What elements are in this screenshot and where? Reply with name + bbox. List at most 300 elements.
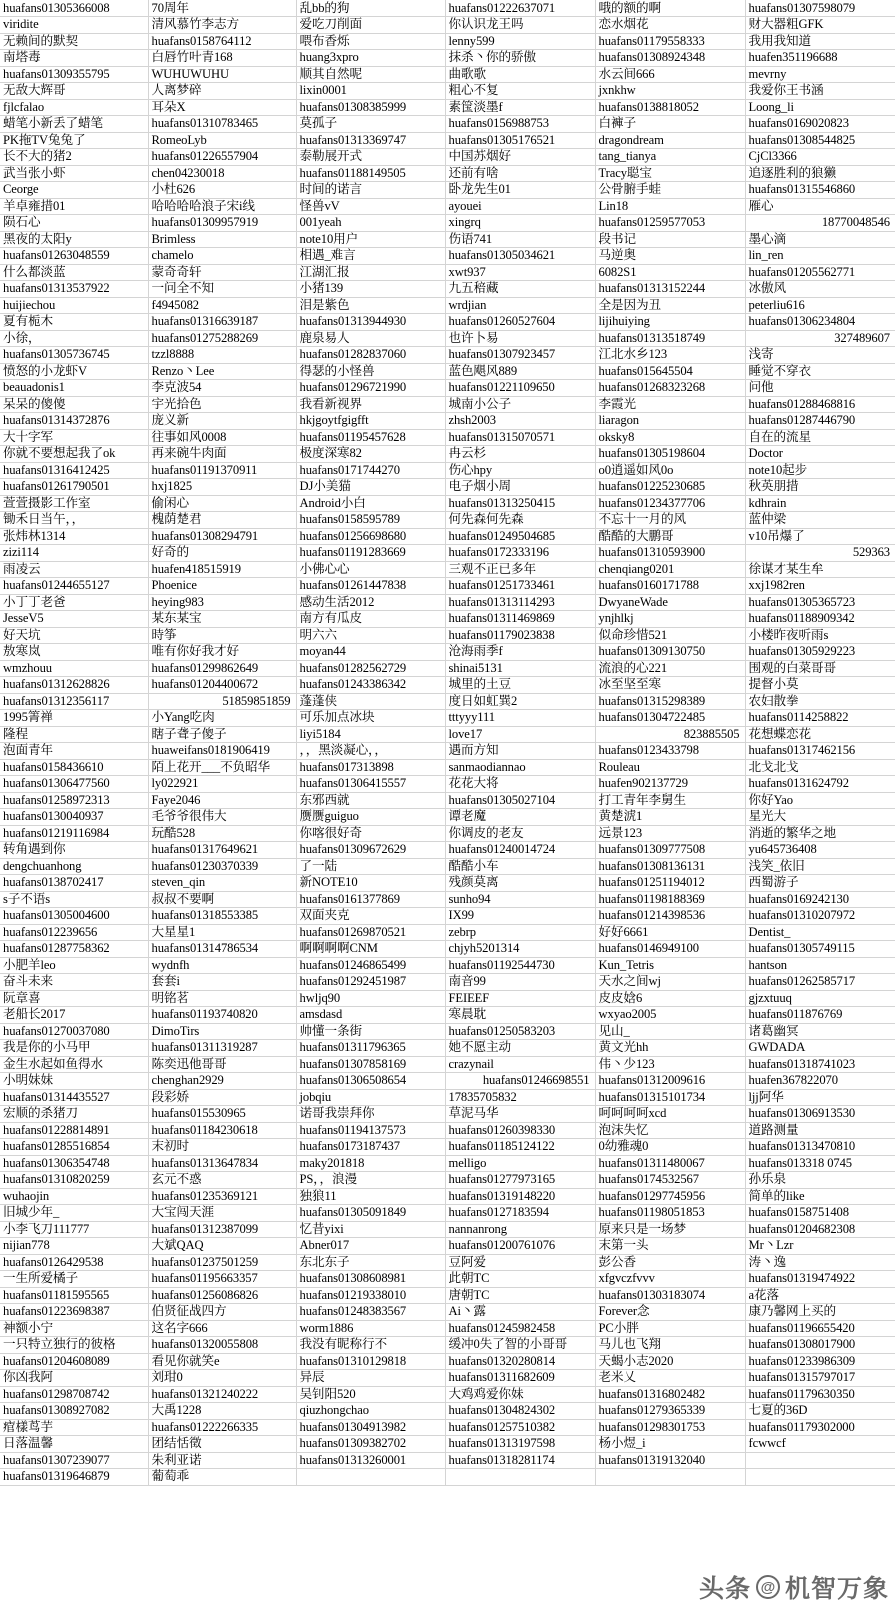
table-cell[interactable]: 秋英朋措 [745,479,895,496]
table-row[interactable] [0,479,895,496]
table-cell[interactable]: huafans01259577053 [595,215,745,232]
table-cell[interactable]: huafans01196655420 [745,1320,895,1337]
table-row[interactable] [0,198,895,215]
table-row[interactable] [0,215,895,232]
table-cell[interactable]: fjlcfalao [0,99,148,116]
table-cell[interactable]: huafans01219116984 [0,825,148,842]
table-cell[interactable]: Abner017 [296,1238,445,1255]
table-cell[interactable]: huafans0114258822 [745,710,895,727]
table-cell[interactable]: 6082S1 [595,264,745,281]
table-row[interactable] [0,578,895,595]
table-cell[interactable]: 豆阿爱 [445,1254,595,1271]
table-cell[interactable]: 玩酷528 [148,825,296,842]
table-cell[interactable]: huafans01310820259 [0,1172,148,1189]
table-cell[interactable]: 明铭茗 [148,990,296,1007]
table-cell[interactable]: huafen351196688 [745,50,895,67]
table-cell[interactable]: tttyyy111 [445,710,595,727]
table-cell[interactable]: 见山_ [595,1023,745,1040]
table-cell[interactable]: 城南小公子 [445,396,595,413]
table-cell[interactable]: huafans01316802482 [595,1386,745,1403]
table-cell[interactable]: huafans01287446790 [745,413,895,430]
table-cell[interactable]: 似命珍惜521 [595,627,745,644]
table-cell[interactable]: 小肥羊leo [0,957,148,974]
table-cell[interactable]: 小杜626 [148,182,296,199]
table-cell[interactable]: beauadonis1 [0,380,148,397]
table-row[interactable] [0,66,895,83]
table-cell[interactable]: xingrq [445,215,595,232]
table-cell[interactable]: 不忘十一月的风 [595,512,745,529]
table-cell[interactable]: huafans01261790501 [0,479,148,496]
table-cell[interactable]: huafans01306477560 [0,776,148,793]
table-cell[interactable]: huafans01256698680 [296,528,445,545]
table-row[interactable] [0,528,895,545]
table-cell[interactable]: 睡觉不穿衣 [745,363,895,380]
table-cell[interactable]: viridite [0,17,148,34]
table-row[interactable] [0,842,895,859]
table-cell[interactable]: 度日如虹巽2 [445,693,595,710]
table-cell[interactable]: Brimless [148,231,296,248]
table-cell[interactable]: 阮章喜 [0,990,148,1007]
table-cell[interactable]: huafans013318 0745 [745,1155,895,1172]
table-row[interactable] [0,1188,895,1205]
table-cell[interactable]: 日落温馨 [0,1436,148,1453]
table-cell[interactable]: huafans01307858169 [296,1056,445,1073]
table-cell[interactable]: Renzo丶Lee [148,363,296,380]
table-row[interactable] [0,792,895,809]
table-cell[interactable]: 恋水烟花 [595,17,745,34]
table-cell[interactable]: 哈哈哈哈浪子宋i线 [148,198,296,215]
table-cell[interactable]: huafans01320055808 [148,1337,296,1354]
table-cell[interactable]: 水云间666 [595,66,745,83]
table-cell[interactable]: 我爱你王书涵 [745,83,895,100]
table-cell[interactable]: 神额小宁 [0,1320,148,1337]
table-cell[interactable]: huafans01204608089 [0,1353,148,1370]
table-row[interactable] [0,446,895,463]
table-cell[interactable]: 马逆奥 [595,248,745,265]
table-row[interactable] [0,495,895,512]
table-cell[interactable]: lin_ren [745,248,895,265]
table-cell[interactable]: huafans01304824302 [445,1403,595,1420]
table-cell[interactable]: tzzl8888 [148,347,296,364]
table-cell[interactable]: 怪兽vV [296,198,445,215]
table-row[interactable] [0,776,895,793]
table-cell[interactable]: steven_qin [148,875,296,892]
table-cell[interactable]: 你凶我阿 [0,1370,148,1387]
table-row[interactable] [0,726,895,743]
table-cell[interactable]: huafans01319474922 [745,1271,895,1288]
table-cell[interactable]: a花落 [745,1287,895,1304]
table-cell[interactable]: 17835705832 [445,1089,595,1106]
table-cell[interactable]: huafans01311796365 [296,1040,445,1057]
table-cell[interactable]: huafans01308294791 [148,528,296,545]
table-row[interactable] [0,1304,895,1321]
table-cell[interactable]: 鹿泉易人 [296,330,445,347]
table-cell[interactable]: huafans01312387099 [148,1221,296,1238]
table-row[interactable] [0,1469,895,1486]
table-cell[interactable]: 乱bb的狗 [296,0,445,17]
table-cell[interactable]: oksky8 [595,429,745,446]
table-cell[interactable]: 冉云杉 [445,446,595,463]
table-cell[interactable]: huafans01315797017 [745,1370,895,1387]
table-cell[interactable]: liaragon [595,413,745,430]
table-cell[interactable]: 末第一头 [595,1238,745,1255]
table-cell[interactable]: huafans01317649621 [148,842,296,859]
table-row[interactable] [0,875,895,892]
table-cell[interactable]: 李克波54 [148,380,296,397]
table-cell[interactable]: huafans01316412425 [0,462,148,479]
table-cell[interactable]: huafans01237501259 [148,1254,296,1271]
table-cell[interactable]: ynjhlkj [595,611,745,628]
table-cell[interactable]: huafans01298301753 [595,1419,745,1436]
table-cell[interactable]: 寒晨耽 [445,1007,595,1024]
table-cell[interactable]: huafans01305198604 [595,446,745,463]
table-row[interactable] [0,116,895,133]
table-cell[interactable]: Faye2046 [148,792,296,809]
table-cell[interactable]: xwt937 [445,264,595,281]
table-cell[interactable]: 浅寄 [745,347,895,364]
table-row[interactable] [0,1221,895,1238]
table-cell[interactable]: huafans01308136131 [595,858,745,875]
table-cell[interactable]: 蓝色飓风889 [445,363,595,380]
table-cell[interactable]: 老船长2017 [0,1007,148,1024]
table-cell[interactable]: 我看新视界 [296,396,445,413]
table-cell[interactable]: 西蜀游子 [745,875,895,892]
table-cell[interactable]: fcwwcf [745,1436,895,1453]
table-cell[interactable]: huafans01260398330 [445,1122,595,1139]
table-cell[interactable]: 好好6661 [595,924,745,941]
table-row[interactable] [0,644,895,661]
table-cell[interactable]: 远景123 [595,825,745,842]
table-row[interactable] [0,594,895,611]
table-row[interactable] [0,165,895,182]
table-cell[interactable]: huafans01308608981 [296,1271,445,1288]
table-cell[interactable]: huafans01282562729 [296,660,445,677]
table-cell[interactable]: huafans0127183594 [445,1205,595,1222]
table-cell[interactable]: 异辰 [296,1370,445,1387]
table-cell[interactable]: 朱利亚诺 [148,1452,296,1469]
table-cell[interactable]: huafans01221109650 [445,380,595,397]
table-cell[interactable]: wuhaojin [0,1188,148,1205]
table-cell[interactable]: 感动生活2012 [296,594,445,611]
table-cell[interactable]: 你好Yao [745,792,895,809]
table-cell[interactable]: tang_tianya [595,149,745,166]
table-row[interactable] [0,891,895,908]
table-cell[interactable]: 小猪139 [296,281,445,298]
table-cell[interactable]: hwljq90 [296,990,445,1007]
table-cell[interactable]: Doctor [745,446,895,463]
table-cell[interactable]: 星光大 [745,809,895,826]
table-row[interactable] [0,1419,895,1436]
table-cell[interactable]: zizi114 [0,545,148,562]
table-cell[interactable]: 泡面青年 [0,743,148,760]
table-cell[interactable]: huafans01246865499 [296,957,445,974]
table-cell[interactable]: 吴钊阳520 [296,1386,445,1403]
table-cell[interactable]: 小Yang吃肉 [148,710,296,727]
table-cell[interactable]: 蓬蓬侠 [296,693,445,710]
table-cell[interactable]: huafans01261447838 [296,578,445,595]
table-cell-empty[interactable] [595,1469,745,1486]
table-row[interactable] [0,297,895,314]
table-cell[interactable]: worm1886 [296,1320,445,1337]
table-cell[interactable]: 陌上花开___不负昭华 [148,759,296,776]
table-cell[interactable]: huafans0158595789 [296,512,445,529]
table-cell[interactable]: 武当张小虾 [0,165,148,182]
table-cell[interactable]: 70周年 [148,0,296,17]
table-cell[interactable]: 啊啊啊啊CNM [296,941,445,958]
table-row[interactable] [0,314,895,331]
table-cell[interactable]: 帅懂一条街 [296,1023,445,1040]
table-cell[interactable]: 小佛心心 [296,561,445,578]
table-cell[interactable]: 隆程 [0,726,148,743]
table-cell[interactable]: 自在的流星 [745,429,895,446]
table-cell[interactable]: huafans01316639187 [148,314,296,331]
table-cell[interactable]: zebrp [445,924,595,941]
table-cell[interactable]: 电子烟小周 [445,479,595,496]
table-cell[interactable]: huafans0146949100 [595,941,745,958]
table-cell[interactable]: huafans0158751408 [745,1205,895,1222]
table-cell[interactable]: 李霞光 [595,396,745,413]
table-cell[interactable]: 时间的诺言 [296,182,445,199]
table-row[interactable] [0,1056,895,1073]
table-cell[interactable]: peterliu616 [745,297,895,314]
table-cell[interactable]: v10吊爆了 [745,528,895,545]
table-cell[interactable]: 她不愿主动 [445,1040,595,1057]
table-cell[interactable]: huafans01285516854 [0,1139,148,1156]
table-cell[interactable]: huafans01308924348 [595,50,745,67]
table-cell[interactable]: huafans01297745956 [595,1188,745,1205]
table-cell[interactable]: 伟丶少123 [595,1056,745,1073]
table-row[interactable] [0,809,895,826]
table-row[interactable] [0,941,895,958]
table-cell[interactable]: 套套i [148,974,296,991]
table-cell[interactable]: huafans01204682308 [745,1221,895,1238]
table-cell[interactable]: huafans01313518749 [595,330,745,347]
table-row[interactable] [0,132,895,149]
table-cell[interactable]: 赝赝guiguo [296,809,445,826]
table-cell[interactable]: huafans01305749115 [745,941,895,958]
table-row[interactable] [0,462,895,479]
table-cell[interactable]: 唯有你好我才好 [148,644,296,661]
table-cell[interactable]: huafans01200761076 [445,1238,595,1255]
table-cell[interactable]: huafans01313537922 [0,281,148,298]
table-cell[interactable]: huafans01198188369 [595,891,745,908]
table-cell[interactable]: huafans01309672629 [296,842,445,859]
table-row[interactable] [0,330,895,347]
table-cell[interactable]: huafans01304913982 [296,1419,445,1436]
table-cell[interactable]: huafans01315070571 [445,429,595,446]
table-cell[interactable]: wmzhouu [0,660,148,677]
table-cell[interactable]: melligo [445,1155,595,1172]
table-cell[interactable]: WUHUWUHU [148,66,296,83]
table-cell[interactable]: 小徐， [0,330,148,347]
table-cell[interactable]: liyi5184 [296,726,445,743]
table-cell[interactable]: 酷酷小车 [445,858,595,875]
table-cell[interactable]: huafans0156988753 [445,116,595,133]
table-cell[interactable]: huafans01193740820 [148,1007,296,1024]
table-cell[interactable]: huafans01250583203 [445,1023,595,1040]
table-cell[interactable]: huafans01310129818 [296,1353,445,1370]
table-cell[interactable]: huafans01305091849 [296,1205,445,1222]
table-cell[interactable]: amsdasd [296,1007,445,1024]
table-cell[interactable]: sunho94 [445,891,595,908]
table-cell[interactable]: huafans0123433798 [595,743,745,760]
table-row[interactable] [0,759,895,776]
table-cell[interactable]: 萱萱摄影工作室 [0,495,148,512]
table-cell[interactable]: 草泥马华 [445,1106,595,1123]
table-cell[interactable]: 转角遇到你 [0,842,148,859]
table-cell[interactable]: huafans01312356117 [0,693,148,710]
table-cell[interactable]: 呵呵呵呵xcd [595,1106,745,1123]
table-cell[interactable]: ，，黑淡凝心，， [296,743,445,760]
table-cell[interactable]: huafans01305004600 [0,908,148,925]
table-cell[interactable]: 残颜莫离 [445,875,595,892]
table-cell[interactable]: huafans0126429538 [0,1254,148,1271]
table-cell[interactable]: 追逐胜利的狼獭 [745,165,895,182]
table-cell[interactable]: huang3xpro [296,50,445,67]
table-cell[interactable]: 陨石心 [0,215,148,232]
table-cell[interactable]: sanmaodiannao [445,759,595,776]
table-cell[interactable]: huafans01311319287 [148,1040,296,1057]
table-cell[interactable]: huafans01305929223 [745,644,895,661]
table-cell[interactable]: 简单的like [745,1188,895,1205]
table-cell[interactable]: 提督小莫 [745,677,895,694]
table-cell[interactable]: 大鸡鸡爱你妹 [445,1386,595,1403]
table-cell[interactable]: huafans01260527604 [445,314,595,331]
table-cell[interactable]: 你认识龙王吗 [445,17,595,34]
table-cell[interactable]: PK拖TV兔兔了 [0,132,148,149]
table-cell[interactable]: huafans01305176521 [445,132,595,149]
table-cell[interactable]: huafans01258972313 [0,792,148,809]
table-cell[interactable]: huafans01179630350 [745,1386,895,1403]
table-cell[interactable]: 杨小煜_i [595,1436,745,1453]
table-cell[interactable]: huafans01306234804 [745,314,895,331]
table-cell[interactable]: huafans017313898 [296,759,445,776]
table-cell[interactable]: 素筺淡墨f [445,99,595,116]
table-cell[interactable]: Ai丶露 [445,1304,595,1321]
table-cell[interactable]: CjCl3366 [745,149,895,166]
table-cell[interactable]: huafans01319646879 [0,1469,148,1486]
table-cell[interactable]: 看见你就笑e [148,1353,296,1370]
table-row[interactable] [0,182,895,199]
table-cell[interactable]: 一只特立独行的彼格 [0,1337,148,1354]
table-cell[interactable]: 无敌大辉哥 [0,83,148,100]
table-cell[interactable]: 东邪西就 [296,792,445,809]
table-row[interactable] [0,924,895,941]
table-cell[interactable]: 明六六 [296,627,445,644]
table-cell[interactable]: 诺哥我崇拜你 [296,1106,445,1123]
table-cell[interactable]: huafans01313944930 [296,314,445,331]
table-cell[interactable]: Phoenice [148,578,296,595]
table-cell[interactable]: 财大器粗GFK [745,17,895,34]
table-cell[interactable]: maky201818 [296,1155,445,1172]
table-cell[interactable]: huafans01306508654 [296,1073,445,1090]
table-cell[interactable]: huafans01311469869 [445,611,595,628]
table-cell[interactable]: 团结恬徵 [148,1436,296,1453]
table-cell[interactable]: huafans01230370339 [148,858,296,875]
table-cell[interactable]: 涛丶逸 [745,1254,895,1271]
table-cell[interactable]: huafans01179558333 [595,33,745,50]
table-cell[interactable]: huafans01235369121 [148,1188,296,1205]
table-cell[interactable]: 001yeah [296,215,445,232]
table-cell[interactable]: 冰至坚至寒 [595,677,745,694]
table-cell[interactable]: 大禹1228 [148,1403,296,1420]
table-cell[interactable]: 好天坑 [0,627,148,644]
table-row[interactable] [0,1403,895,1420]
table-cell[interactable]: huafans01310207972 [745,908,895,925]
table-row[interactable] [0,1007,895,1024]
table-row[interactable] [0,1452,895,1469]
table-row[interactable] [0,17,895,34]
table-cell[interactable]: 好奇的 [148,545,296,562]
table-cell[interactable]: huafans01309957919 [148,215,296,232]
table-cell[interactable]: huafans01233986309 [745,1353,895,1370]
table-cell[interactable]: 葡萄乖 [148,1469,296,1486]
table-cell[interactable]: huafans01317462156 [745,743,895,760]
table-cell[interactable]: huafans0169020823 [745,116,895,133]
table-cell[interactable]: lijihuiying [595,314,745,331]
table-cell[interactable]: 公骨腑手蛙 [595,182,745,199]
table-row[interactable] [0,1436,895,1453]
table-cell[interactable]: huafans01195457628 [296,429,445,446]
table-cell[interactable]: 爱吃刀削面 [296,17,445,34]
table-cell[interactable]: huafans01319132040 [595,1452,745,1469]
table-cell[interactable]: huafans01319148220 [445,1188,595,1205]
table-cell[interactable]: 得瑟的小怪兽 [296,363,445,380]
table-cell[interactable]: 伤心hpy [445,462,595,479]
table-cell[interactable]: Mr丶Lzr [745,1238,895,1255]
table-cell[interactable]: 皮皮娢6 [595,990,745,1007]
table-cell[interactable]: huafans01188149505 [296,165,445,182]
table-cell[interactable]: 你喀很好奇 [296,825,445,842]
table-cell[interactable]: huafans01305027104 [445,792,595,809]
table-row[interactable] [0,660,895,677]
table-cell-empty[interactable] [296,1469,445,1486]
table-cell[interactable]: gjzxtuuq [745,990,895,1007]
table-cell[interactable]: 了一陆 [296,858,445,875]
table-cell[interactable]: 小丁丁老爸 [0,594,148,611]
table-cell[interactable]: GWDADA [745,1040,895,1057]
table-row[interactable] [0,264,895,281]
table-cell[interactable]: 瞎子聋子傻子 [148,726,296,743]
table-cell-empty[interactable] [745,1469,895,1486]
table-cell[interactable]: 黄文光hh [595,1040,745,1057]
table-cell[interactable]: 再来碗牛肉面 [148,446,296,463]
table-row[interactable] [0,33,895,50]
table-cell[interactable]: 此朝TC [445,1271,595,1288]
table-cell[interactable]: huafans01226557904 [148,149,296,166]
table-cell[interactable]: chenqiang0201 [595,561,745,578]
table-cell[interactable]: 大星星1 [148,924,296,941]
table-cell[interactable]: DJ小美猫 [296,479,445,496]
table-row[interactable] [0,974,895,991]
table-cell[interactable]: 酷酷的大鹏哥 [595,528,745,545]
table-row[interactable] [0,1271,895,1288]
table-cell[interactable]: 原来只是一场梦 [595,1221,745,1238]
table-cell[interactable]: 黄楚淲1 [595,809,745,826]
table-cell[interactable]: heying983 [148,594,296,611]
table-cell[interactable]: huafans0171744270 [296,462,445,479]
table-cell[interactable]: huafans01303183074 [595,1287,745,1304]
table-cell[interactable]: huafans01292451987 [296,974,445,991]
table-cell[interactable]: 呆呆的傻傻 [0,396,148,413]
table-cell[interactable]: 唐朝TC [445,1287,595,1304]
table-cell[interactable]: huafans01225230685 [595,479,745,496]
table-cell[interactable]: huafans01307239077 [0,1452,148,1469]
table-cell[interactable]: ly022921 [148,776,296,793]
table-cell[interactable]: 夏有栀木 [0,314,148,331]
table-row[interactable] [0,347,895,364]
table-cell[interactable]: huafans01205562771 [745,264,895,281]
